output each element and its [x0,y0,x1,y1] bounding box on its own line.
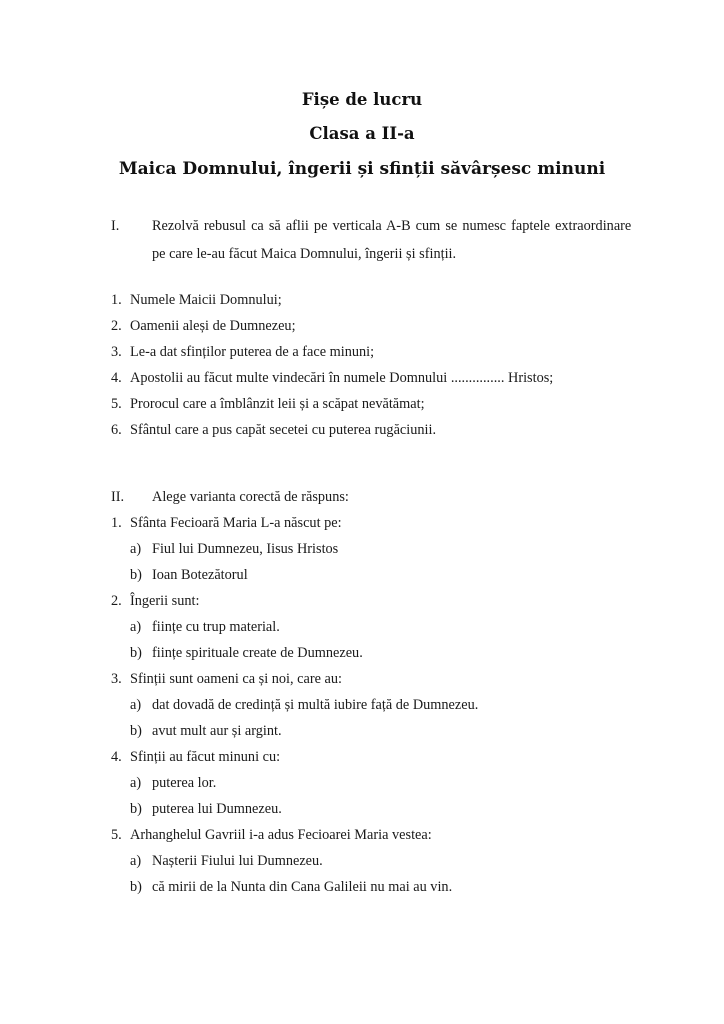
option-label: b) [130,801,142,817]
option-label: a) [130,853,142,869]
question-number: 4. [111,749,122,765]
option-text: puterea lui Dumnezeu. [152,801,282,817]
worksheet-title: Fișe de lucru [301,90,423,109]
clue-text: Oamenii aleși de Dumnezeu; [130,318,296,334]
option-text: puterea lor. [152,775,217,791]
question-text: Sfânta Fecioară Maria L-a născut pe: [130,515,342,531]
section-1-instruction-line-1: Rezolvă rebusul ca să aflii pe verticala A-B cum se numesc faptele extraordinare [152,218,632,234]
option-label: a) [130,697,142,713]
option-label: a) [130,619,142,635]
clue-number: 1. [111,292,122,308]
question-number: 2. [111,593,122,609]
option-text: că mirii de la Nunta din Cana Galileii nu mai au vin. [152,879,453,895]
clue-number: 4. [111,370,122,386]
option-text: Nașterii Fiului lui Dumnezeu. [152,853,323,869]
clue-number: 6. [111,422,122,438]
clue-text: Apostolii au făcut multe vindecări în numele Domnului ............... Hristos; [130,370,554,386]
section-2-label: II. [111,489,125,505]
clue-text: Numele Maicii Domnului; [130,292,282,308]
clue-text: Prorocul care a îmblânzit leii și a scăpat nevătămat; [130,396,425,412]
class-subtitle: Clasa a II-a [309,124,415,143]
option-label: a) [130,775,142,791]
option-label: b) [130,645,142,661]
question-text: Îngerii sunt: [130,593,200,609]
option-label: b) [130,879,142,895]
clue-number: 2. [111,318,122,334]
option-label: b) [130,723,142,739]
option-text: ființe cu trup material. [152,619,280,635]
clue-number: 3. [111,344,122,360]
option-text: Fiul lui Dumnezeu, Iisus Hristos [152,541,339,557]
option-text: ființe spirituale create de Dumnezeu. [152,645,363,661]
section-2-instruction: Alege varianta corectă de răspuns: [152,489,349,505]
option-text: dat dovadă de credință și multă iubire față de Dumnezeu. [152,697,479,713]
question-text: Sfinții au făcut minuni cu: [130,749,281,765]
option-label: a) [130,541,142,557]
section-1-label: I. [111,218,120,234]
question-number: 5. [111,827,122,843]
option-text: Ioan Botezătorul [152,567,248,583]
lesson-topic: Maica Domnului, îngerii și sfinții săvârșesc minuni [118,159,606,179]
question-text: Sfinții sunt oameni ca și noi, care au: [130,671,343,687]
clue-text: Le-a dat sfinților puterea de a face minuni; [130,344,375,360]
section-1-instruction-line-2: pe care le-au făcut Maica Domnului, îngerii și sfinții. [152,246,457,262]
option-text: avut mult aur și argint. [152,723,282,739]
clue-text: Sfântul care a pus capăt secetei cu puterea rugăciunii. [130,422,437,438]
question-number: 3. [111,671,122,687]
question-number: 1. [111,515,122,531]
option-label: b) [130,567,142,583]
clue-number: 5. [111,396,122,412]
question-text: Arhanghelul Gavriil i-a adus Fecioarei Maria vestea: [130,827,432,843]
